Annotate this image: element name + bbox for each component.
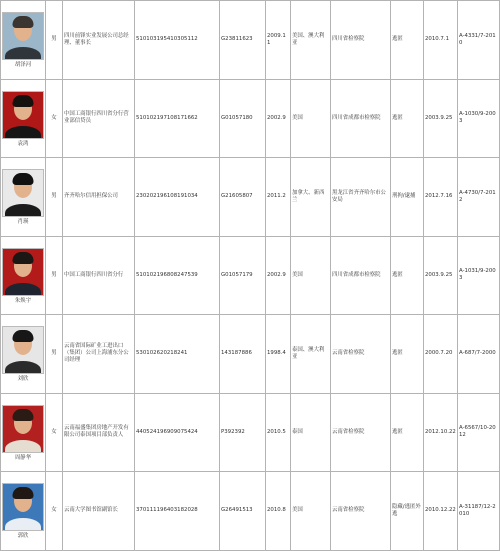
- id-number-cell: 230202196108191034: [135, 158, 220, 237]
- passport-cell: G21605807: [220, 158, 266, 237]
- passport-cell: G01057179: [220, 236, 266, 315]
- exit-date-cell: 1998.4: [266, 315, 291, 394]
- passport-cell: G01057180: [220, 79, 266, 158]
- photo-cell: [1, 236, 46, 315]
- gender-cell: 男: [46, 315, 63, 394]
- portrait-photo: [2, 248, 44, 296]
- destination-cell: 美国: [291, 236, 331, 315]
- notice-date-cell: 2012.7.16: [424, 158, 458, 237]
- id-number-cell: 530102620218241: [135, 315, 220, 394]
- notice-code-cell: A-1030/9-2003: [458, 79, 500, 158]
- gender-cell: 男: [46, 236, 63, 315]
- exit-date-cell: 2010.5: [266, 393, 291, 472]
- destination-cell: 泰国、澳大利亚: [291, 315, 331, 394]
- person-name: 袁鸿: [17, 140, 29, 147]
- case-unit-cell: 四川省成都市检察院: [331, 236, 391, 315]
- case-unit-cell: 四川省成都市检察院: [331, 79, 391, 158]
- status-cell: 逃匿: [391, 79, 424, 158]
- notice-date-cell: 2000.7.20: [424, 315, 458, 394]
- id-number-cell: 510102196808247539: [135, 236, 220, 315]
- photo-cell: [1, 315, 46, 394]
- work-unit-cell: 云南福盛集团房地产开发有限公司泰国项目部负责人: [63, 393, 135, 472]
- status-cell: 逃匿: [391, 393, 424, 472]
- photo-cell: [1, 472, 46, 551]
- person-name: 刘欣: [17, 376, 29, 383]
- notice-date-cell: 2003.9.25: [424, 236, 458, 315]
- gender-cell: 女: [46, 79, 63, 158]
- portrait-photo: [2, 326, 44, 374]
- notice-code-cell: A-31187/12-2010: [458, 472, 500, 551]
- person-name: 郭欣: [17, 533, 29, 540]
- table-row: [1, 79, 500, 158]
- notice-date-cell: 2012.10.22: [424, 393, 458, 472]
- notice-date-cell: 2010.12.22: [424, 472, 458, 551]
- passport-cell: 143187886: [220, 315, 266, 394]
- portrait-photo: [2, 483, 44, 531]
- table-row: [1, 1, 500, 80]
- portrait-photo: [2, 405, 44, 453]
- person-name: 胡泽河: [14, 62, 32, 69]
- case-unit-cell: 云南省检察院: [331, 393, 391, 472]
- destination-cell: 美国: [291, 79, 331, 158]
- work-unit-cell: 中国工商银行四川省分行营业部信贷员: [63, 79, 135, 158]
- status-cell: 逃匿: [391, 236, 424, 315]
- photo-cell: [1, 1, 46, 80]
- table-row: [1, 158, 500, 237]
- passport-cell: G23811623: [220, 1, 266, 80]
- id-number-cell: 440524196909075424: [135, 393, 220, 472]
- table-row: [1, 236, 500, 315]
- passport-cell: P392392: [220, 393, 266, 472]
- table-row: [1, 472, 500, 551]
- portrait-photo: [2, 169, 44, 217]
- person-name: 朱焕宇: [14, 297, 32, 304]
- person-name: 肖瑛: [17, 219, 29, 226]
- case-unit-cell: 四川省检察院: [331, 1, 391, 80]
- notice-code-cell: A-1031/9-2003: [458, 236, 500, 315]
- case-unit-cell: 云南省检察院: [331, 315, 391, 394]
- exit-date-cell: 2010.8: [266, 472, 291, 551]
- table-row: [1, 393, 500, 472]
- gender-cell: 男: [46, 1, 63, 80]
- gender-cell: 女: [46, 393, 63, 472]
- exit-date-cell: 2009.11: [266, 1, 291, 80]
- work-unit-cell: 中国工商银行四川省分行: [63, 236, 135, 315]
- portrait-photo: [2, 12, 44, 60]
- id-number-cell: 370111196403182028: [135, 472, 220, 551]
- notice-code-cell: A-4730/7-2012: [458, 158, 500, 237]
- work-unit-cell: 四川前锋实业发展公司总经理、董事长: [63, 1, 135, 80]
- person-name: 周静华: [14, 454, 32, 461]
- status-cell: 隐藏/逃匿外逃: [391, 472, 424, 551]
- id-number-cell: 510102197108171662: [135, 79, 220, 158]
- status-cell: 逃匿: [391, 1, 424, 80]
- table-row: [1, 315, 500, 394]
- exit-date-cell: 2002.9: [266, 79, 291, 158]
- exit-date-cell: 2011.2: [266, 158, 291, 237]
- case-unit-cell: 云南省检察院: [331, 472, 391, 551]
- notice-date-cell: 2003.9.25: [424, 79, 458, 158]
- id-number-cell: 510103195410305112: [135, 1, 220, 80]
- passport-cell: G26491513: [220, 472, 266, 551]
- notice-code-cell: A-4331/7-2010: [458, 1, 500, 80]
- photo-cell: [1, 79, 46, 158]
- destination-cell: 泰国: [291, 393, 331, 472]
- destination-cell: 美国、澳大利亚: [291, 1, 331, 80]
- destination-cell: 美国: [291, 472, 331, 551]
- notice-code-cell: A-6567/10-2012: [458, 393, 500, 472]
- destination-cell: 加拿大、新西兰: [291, 158, 331, 237]
- work-unit-cell: 云南省国际矿业工进出口（集团）公司上海浦东分公司经理: [63, 315, 135, 394]
- case-unit-cell: 黑龙江省齐齐哈尔市公安局: [331, 158, 391, 237]
- status-cell: 逃匿: [391, 315, 424, 394]
- photo-cell: [1, 158, 46, 237]
- portrait-photo: [2, 91, 44, 139]
- gender-cell: 女: [46, 472, 63, 551]
- notice-date-cell: 2010.7.1: [424, 1, 458, 80]
- status-cell: 刑拘/逮捕: [391, 158, 424, 237]
- exit-date-cell: 2002.9: [266, 236, 291, 315]
- work-unit-cell: 齐齐哈尔信用担保公司: [63, 158, 135, 237]
- notice-code-cell: A-687/7-2000: [458, 315, 500, 394]
- work-unit-cell: 云南大学图书馆副馆长: [63, 472, 135, 551]
- photo-cell: [1, 393, 46, 472]
- gender-cell: 男: [46, 158, 63, 237]
